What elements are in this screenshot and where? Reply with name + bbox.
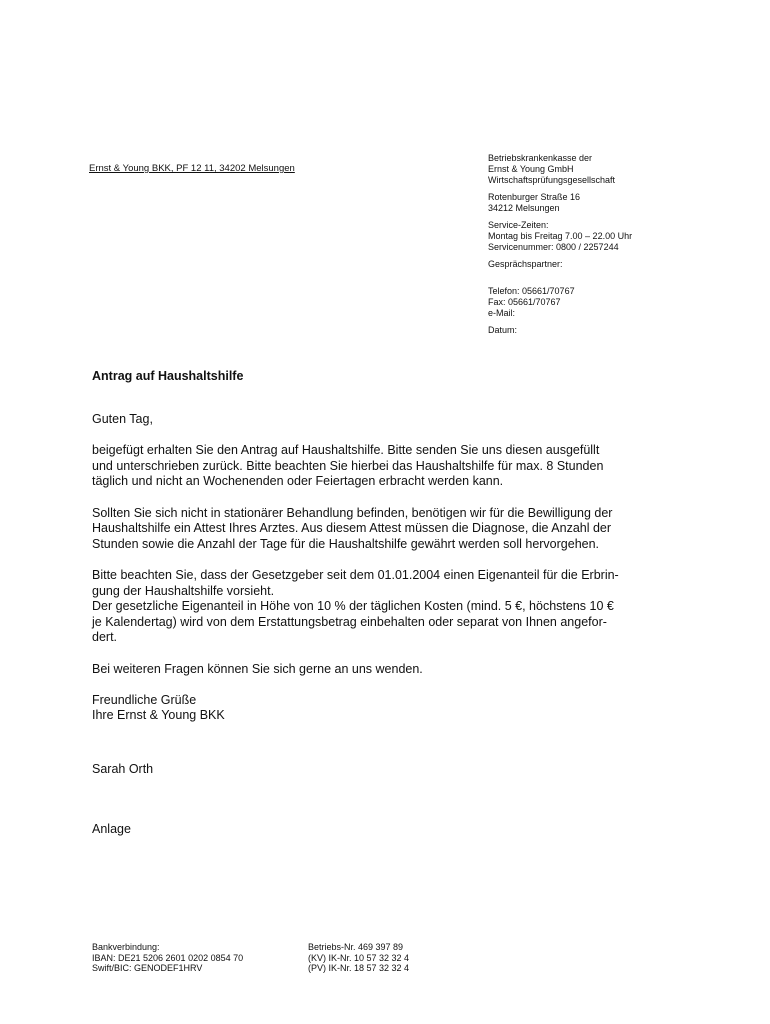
closing-line: Freundliche Grüße: [92, 692, 197, 707]
text-line: täglich und nicht an Wochenenden oder Feiertagen erbracht werden kann.: [92, 474, 504, 489]
text-line: Bitte beachten Sie, dass der Gesetzgeber seit dem 01.01.2004 einen Eigenanteil für die Erbrin-: [92, 567, 619, 582]
paragraph-3: [92, 568, 692, 646]
text-line: und unterschrieben zurück. Bitte beachten Sie hierbei das Haushaltshilfe für max. 8 Stunden: [92, 458, 604, 473]
text-line: Der gesetzliche Eigenanteil in Höhe von 10 % der täglichen Kosten (mind. 5 €, höchstens 10 €: [92, 599, 614, 614]
footer-line: Betriebs-Nr. 469 397 89: [308, 942, 404, 952]
text-line: Sollten Sie sich nicht in stationärer Behandlung befinden, benötigen wir für die Bewilligung der: [92, 505, 613, 520]
text-line: gung der Haushaltshilfe vorsieht.: [92, 583, 275, 598]
phone: Telefon: 05661/70767: [488, 286, 575, 296]
footer-line: IBAN: DE21 5206 2601 0202 0854 70: [92, 952, 244, 963]
text-line: beigefügt erhalten Sie den Antrag auf Haushaltshilfe. Bitte senden Sie uns diesen ausgefüllt: [92, 443, 600, 458]
paragraph-4: Bei weiteren Fragen können Sie sich gerne an uns wenden.: [92, 661, 423, 676]
org-line: Betriebskrankenkasse der: [488, 153, 593, 163]
letter-body: [92, 412, 692, 739]
service-line: Montag bis Freitag 7.00 – 22.00 Uhr: [488, 231, 633, 241]
sender-address-line: Ernst & Young BKK, PF 12 11, 34202 Melsungen: [89, 163, 295, 174]
attachment-label: Anlage: [92, 822, 131, 836]
address-line: Rotenburger Straße 16: [488, 192, 581, 202]
footer-ids: [308, 942, 409, 974]
footer-line: (KV) IK-Nr. 10 57 32 32 4: [308, 952, 410, 963]
address-line: 34212 Melsungen: [488, 203, 560, 213]
footer-line: (PV) IK-Nr. 18 57 32 32 4: [308, 963, 410, 973]
contact-label: Gesprächspartner:: [488, 259, 563, 269]
text-line: Haushaltshilfe ein Attest Ihres Arztes. Aus diesem Attest müssen die Diagnose, die Anzahl der: [92, 521, 612, 536]
org-address: [488, 192, 758, 214]
text-line: je Kalendertag) wird von dem Erstattungsbetrag einbehalten oder separat von Ihnen angefor-: [92, 614, 607, 629]
closing-line: Ihre Ernst & Young BKK: [92, 708, 225, 723]
greeting: Guten Tag,: [92, 412, 153, 426]
text-line: Stunden sowie die Anzahl der Tage für die Haushaltshilfe gewährt werden soll hervorgehen.: [92, 536, 600, 551]
org-line: Ernst & Young GmbH: [488, 164, 574, 174]
paragraph-1: [92, 443, 692, 490]
service-line: Service-Zeiten:: [488, 220, 549, 230]
date-label: Datum:: [488, 325, 518, 335]
letter-subject: Antrag auf Haushaltshilfe: [92, 369, 244, 383]
insurer-info-block: [488, 153, 758, 336]
footer-line: Swift/BIC: GENODEF1HRV: [92, 963, 203, 973]
paragraph-2: [92, 506, 692, 553]
org-line: Wirtschaftsprüfungsgesellschaft: [488, 175, 616, 185]
fax: Fax: 05661/70767: [488, 297, 561, 307]
email: e-Mail:: [488, 308, 516, 318]
service-hours: [488, 220, 758, 253]
closing: [92, 693, 692, 724]
text-line: dert.: [92, 630, 118, 645]
service-line: Servicenummer: 0800 / 2257244: [488, 242, 619, 252]
signer-name: Sarah Orth: [92, 762, 154, 776]
org-name: [488, 153, 758, 186]
footer-line: Bankverbindung:: [92, 942, 160, 952]
footer-bank: [92, 942, 243, 974]
